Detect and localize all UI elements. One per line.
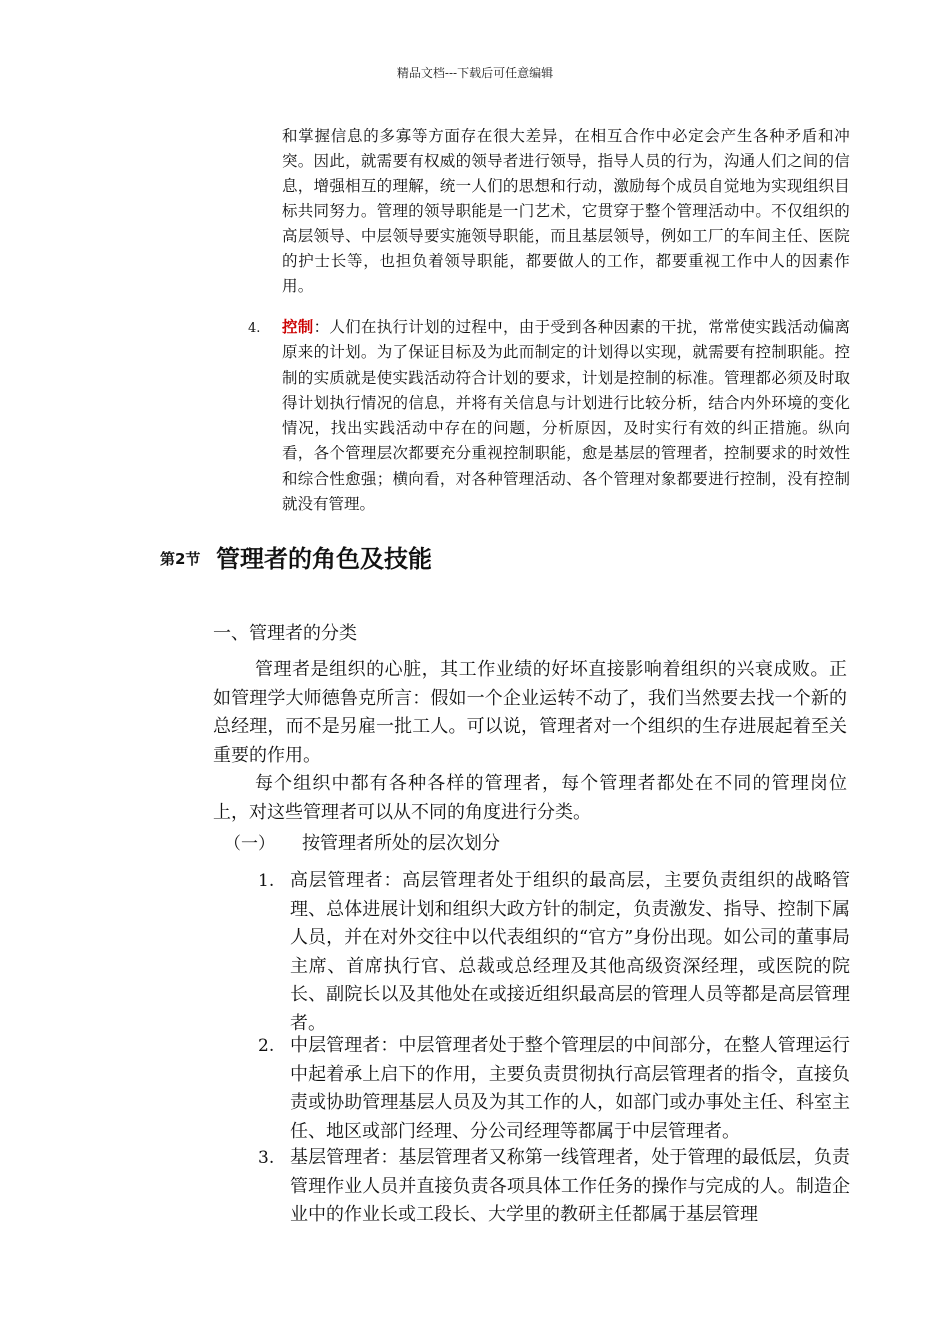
control-term: 控制 [282, 317, 314, 336]
classification-label: （一） [224, 834, 275, 854]
control-item [282, 314, 850, 517]
list-number-4: 4. [248, 321, 261, 336]
classification-title: 按管理者所处的层次划分 [302, 833, 500, 854]
intro-paragraph-1: 管理者是组织的心脏，其工作业绩的好坏直接影响着组织的兴衰成败。正如管理学大师德鲁克所言：假如一个企业运转不动了，我们当然要去找一个新的总经理，而不是另雇一批工人。可以说，管理者对一个组织的生存进展起着至关重要的作用。 [213, 659, 847, 766]
intro-paragraph-2: 每个组织中都有各种各样的管理者，每个管理者都处在不同的管理岗位上，对这些管理者可以从不同的角度进行分类。 [213, 773, 847, 823]
level-item-high: 高层管理者：高层管理者处于组织的最高层，主要负责组织的战略管理、总体进展计划和组织大政方针的制定，负责激发、指导、控制下属人员，并在对外交往中以代表组织的“官方”身份出现。如公司的董事局主席、首席执行官、总裁或总经理及其他高级资深经理，或医院的院长、副院长以及其他处在或接近组织最高层的管理人员等都是高层管理者。 [290, 870, 850, 1034]
list-number-3: 3. [258, 1148, 275, 1168]
level-item-base: 基层管理者：基层管理者又称第一线管理者，处于管理的最低层，负责管理作业人员并直接负责各项具体工作任务的操作与完成的人。制造企业中的作业长或工段长、大学里的教研主任都属于基层管理 [290, 1147, 850, 1225]
section-number: 第2节 [160, 550, 201, 568]
section-title: 管理者的角色及技能 [216, 545, 432, 573]
subheading: 一、管理者的分类 [213, 623, 357, 644]
page-header: 精品文档---下载后可任意编辑 [396, 66, 554, 80]
level-item-middle: 中层管理者：中层管理者处于整个管理层的中间部分，在整人管理运行中起着承上启下的作用，主要负责贯彻执行高层管理者的指令，直接负责或协助管理基层人员及为其工作的人，如部门或办事处主任、科室主任、地区或部门经理、分公司经理等都属于中层管理者。 [290, 1035, 850, 1142]
control-text: ：人们在执行计划的过程中，由于受到各种因素的干扰，常常使实践活动偏离原来的计划。为了保证目标及为此而制定的计划得以实现，就需要有控制职能。控制的实质就是使实践活动符合计划的要求，计划是控制的标准。管理都必须及时取得计划执行情况的信息，并将有关信息与计划进行比较分析，结合内外环境的变化情况，找出实践活动中存在的问题，分析原因，及时实行有效的纠正措施。纵向看，各个管理层次都要充分重视控制职能，愈是基层的管理者，控制要求的时效性和综合性愈强；横向看，对各种管理活动、各个管理对象都要进行控制，没有控制就没有管理。 [282, 318, 850, 514]
continued-paragraph: 和掌握信息的多寡等方面存在很大差异，在相互合作中必定会产生各种矛盾和冲突。因此，就需要有权威的领导者进行领导，指导人员的行为，沟通人们之间的信息，增强相互的理解，统一人们的思想和行动，激励每个成员自觉地为实现组织目标共同努力。管理的领导职能是一门艺术，它贯穿于整个管理活动中。不仅组织的高层领导、中层领导要实施领导职能，而且基层领导，例如工厂的车间主任、医院的护士长等，也担负着领导职能，都要做人的工作，都要重视工作中人的因素作用。 [282, 127, 850, 295]
list-number-1: 1. [258, 871, 275, 891]
list-number-2: 2. [258, 1036, 275, 1056]
